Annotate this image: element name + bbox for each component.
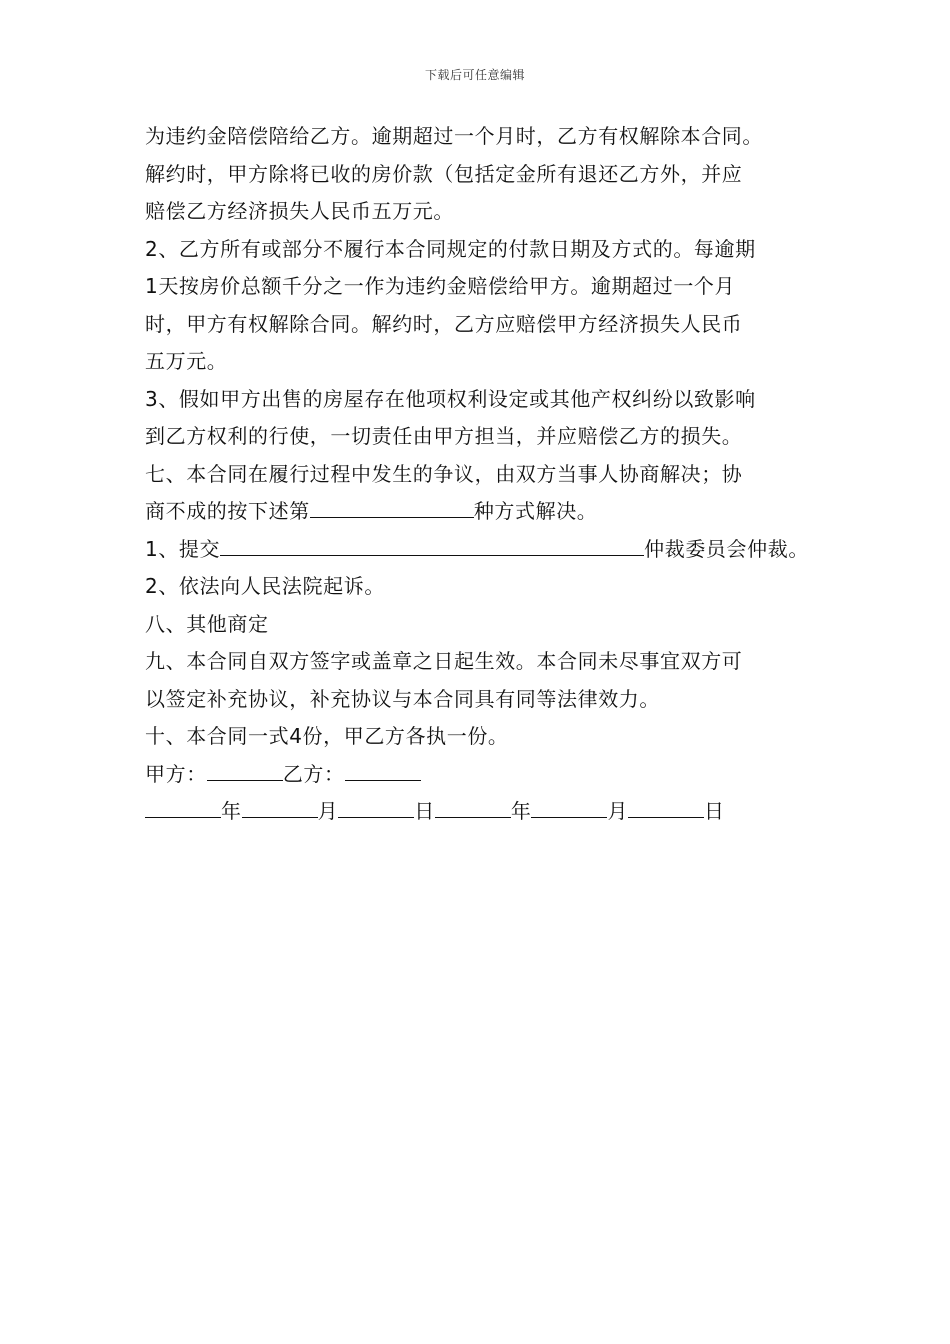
paragraph-line: 赔偿乙方经济损失人民币五万元。 [145, 199, 454, 223]
party-a-label: 甲方： [145, 761, 207, 786]
dispute-method-blank[interactable] [310, 495, 474, 518]
party-b-month-blank[interactable] [531, 795, 607, 818]
signature-line [145, 756, 835, 794]
year-label: 年 [510, 799, 532, 823]
party-b-day-blank[interactable] [628, 795, 704, 818]
lawsuit-line: 2、依法向人民法院起诉。 [145, 574, 385, 598]
paragraph-line: 3、假如甲方出售的房屋存在他项权利设定或其他产权纠纷以致影响 [145, 386, 756, 411]
paragraph-line: 1天按房价总额千分之一作为违约金赔偿给甲方。逾期超过一个月 [145, 274, 736, 298]
party-b-signature-blank[interactable] [345, 758, 421, 781]
arbitration-suffix: 仲裁委员会仲裁。 [644, 536, 809, 561]
paragraph-line: 时，甲方有权解除合同。解约时，乙方应赔偿甲方经济损失人民币 [145, 311, 743, 336]
paragraph-line: 到乙方权利的行使，一切责任由甲方担当，并应赔偿乙方的损失。 [145, 424, 743, 448]
month-label: 月 [607, 799, 629, 823]
effect-line: 九、本合同自双方签字或盖章之日起生效。本合同未尽事宜双方可 [145, 649, 743, 673]
paragraph-line: 2、乙方所有或部分不履行本合同规定的付款日期及方式的。每逾期 [145, 236, 756, 261]
paragraph-line: 为违约金陪偿陪给乙方。逾期超过一个月时，乙方有权解除本合同。 [145, 124, 763, 148]
paragraph-line: 解约时，甲方除将已收的房价款（包括定金所有退还乙方外，并应 [145, 161, 743, 186]
copies-line: 十、本合同一式4份，甲乙方各执一份。 [145, 724, 509, 748]
contract-body [145, 118, 835, 831]
party-a-year-blank[interactable] [145, 795, 221, 818]
arbitration-prefix: 1、提交 [145, 536, 221, 561]
arbitration-line [145, 531, 835, 569]
party-a-signature-blank[interactable] [207, 758, 283, 781]
party-b-year-blank[interactable] [435, 795, 511, 818]
dispute-method-line [145, 493, 835, 531]
party-a-day-blank[interactable] [338, 795, 414, 818]
page-header: 下载后可任意编辑 [424, 68, 525, 82]
party-b-label: 乙方： [282, 761, 345, 786]
year-label: 年 [221, 799, 242, 823]
dispute-suffix: 种方式解决。 [473, 499, 598, 523]
paragraph-line: 七、本合同在履行过程中发生的争议，由双方当事人协商解决；协 [145, 461, 743, 486]
dispute-prefix: 商不成的按下述第 [145, 499, 310, 523]
date-line [145, 793, 835, 831]
paragraph-line: 五万元。 [145, 349, 228, 373]
arbitration-committee-blank[interactable] [220, 533, 644, 556]
day-label: 日 [414, 799, 435, 823]
day-label: 日 [704, 799, 725, 823]
party-a-month-blank[interactable] [242, 795, 318, 818]
month-label: 月 [317, 799, 339, 823]
other-terms-line: 八、其他商定 [145, 611, 269, 636]
effect-line: 以签定补充协议，补充协议与本合同具有同等法律效力。 [145, 686, 660, 711]
